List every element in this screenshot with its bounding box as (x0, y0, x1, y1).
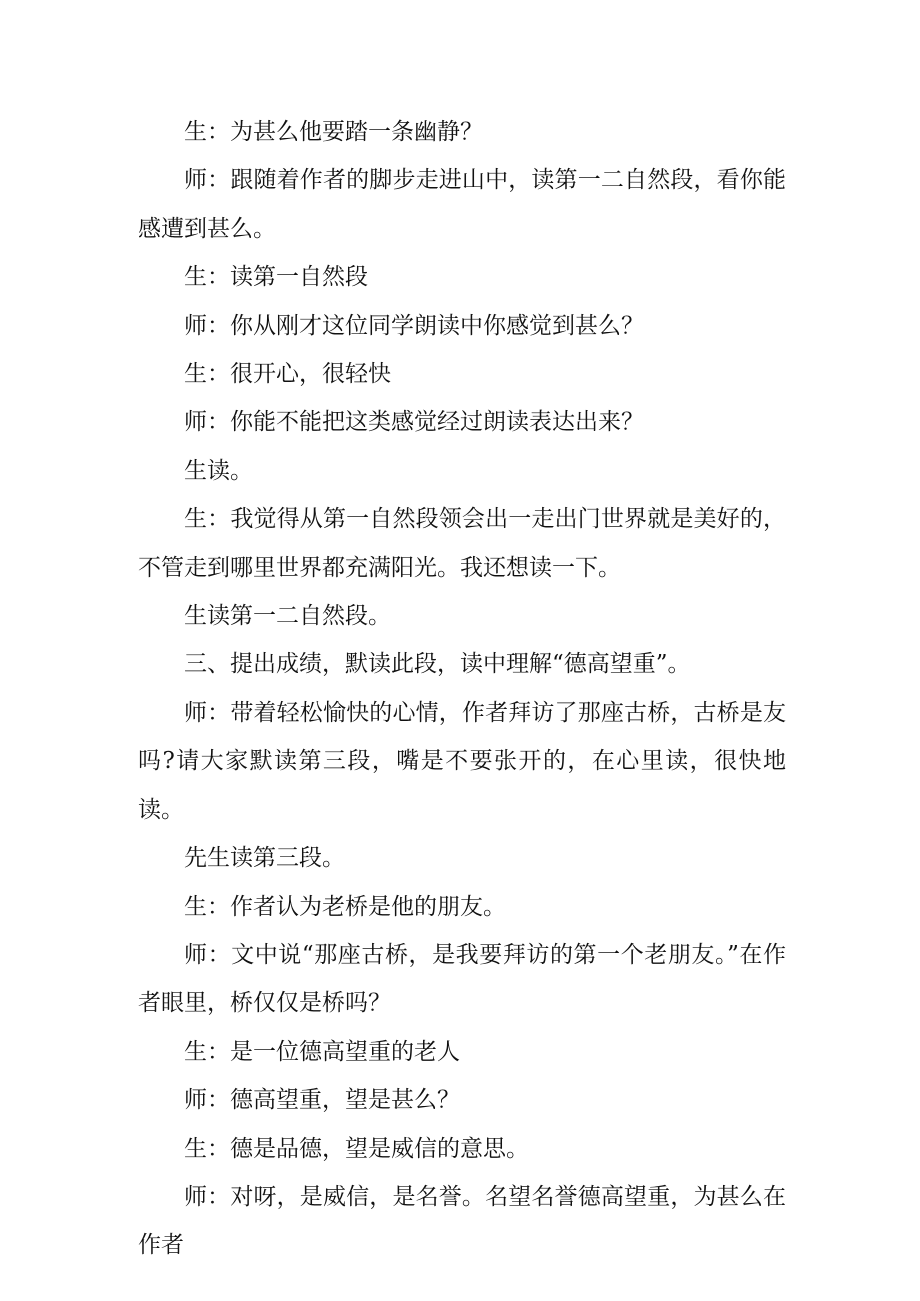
paragraph-9: 生读第一二自然段。 (184, 603, 391, 630)
paragraph-18: 师：对呀，是威信，是名誉。名望名誉德高望重，为甚么在作者 (138, 1183, 786, 1259)
paragraph-1: 生：为甚么他要踏一条幽静？ (184, 119, 483, 145)
paragraph-5: 生：很开心，很轻快 (184, 361, 391, 388)
paragraph-15: 生：是一位德高望重的老人 (184, 1038, 460, 1065)
paragraph-3: 生：读第一自然段 (184, 264, 368, 291)
paragraph-4: 师：你从刚才这位同学朗读中你感觉到甚么？ (184, 312, 644, 339)
paragraph-11: 师：带着轻松愉快的心情，作者拜访了那座古桥，古桥是友吗?请大家默读第三段，嘴是不要张开的，在心里读，很快地读。 (138, 699, 786, 823)
paragraph-2: 师：跟随着作者的脚步走进山中，读第一二自然段，看你能感遭到甚么。 (138, 167, 786, 242)
paragraph-6: 师：你能不能把这类感觉经过朗读表达出来？ (184, 409, 644, 436)
paragraph-13: 生：作者认为老桥是他的朋友。 (184, 893, 506, 920)
paragraph-12: 先生读第三段。 (184, 845, 345, 872)
paragraph-14: 师：文中说“那座古桥，是我要拜访的第一个老朋友。”在作者眼里，桥仅仅是桥吗？ (138, 941, 786, 1017)
paragraph-7: 生读。 (184, 457, 253, 484)
paragraph-10: 三、提出成绩，默读此段，读中理解“德高望重”。 (184, 651, 691, 678)
paragraph-8: 生：我觉得从第一自然段领会出一走出门世界就是美好的，不管走到哪里世界都充满阳光。我还想读一下。 (138, 506, 786, 581)
document-body (138, 108, 786, 1270)
paragraph-17: 生：德是品德，望是威信的意思。 (184, 1135, 529, 1162)
paragraph-16: 师：德高望重，望是甚么？ (184, 1087, 460, 1114)
